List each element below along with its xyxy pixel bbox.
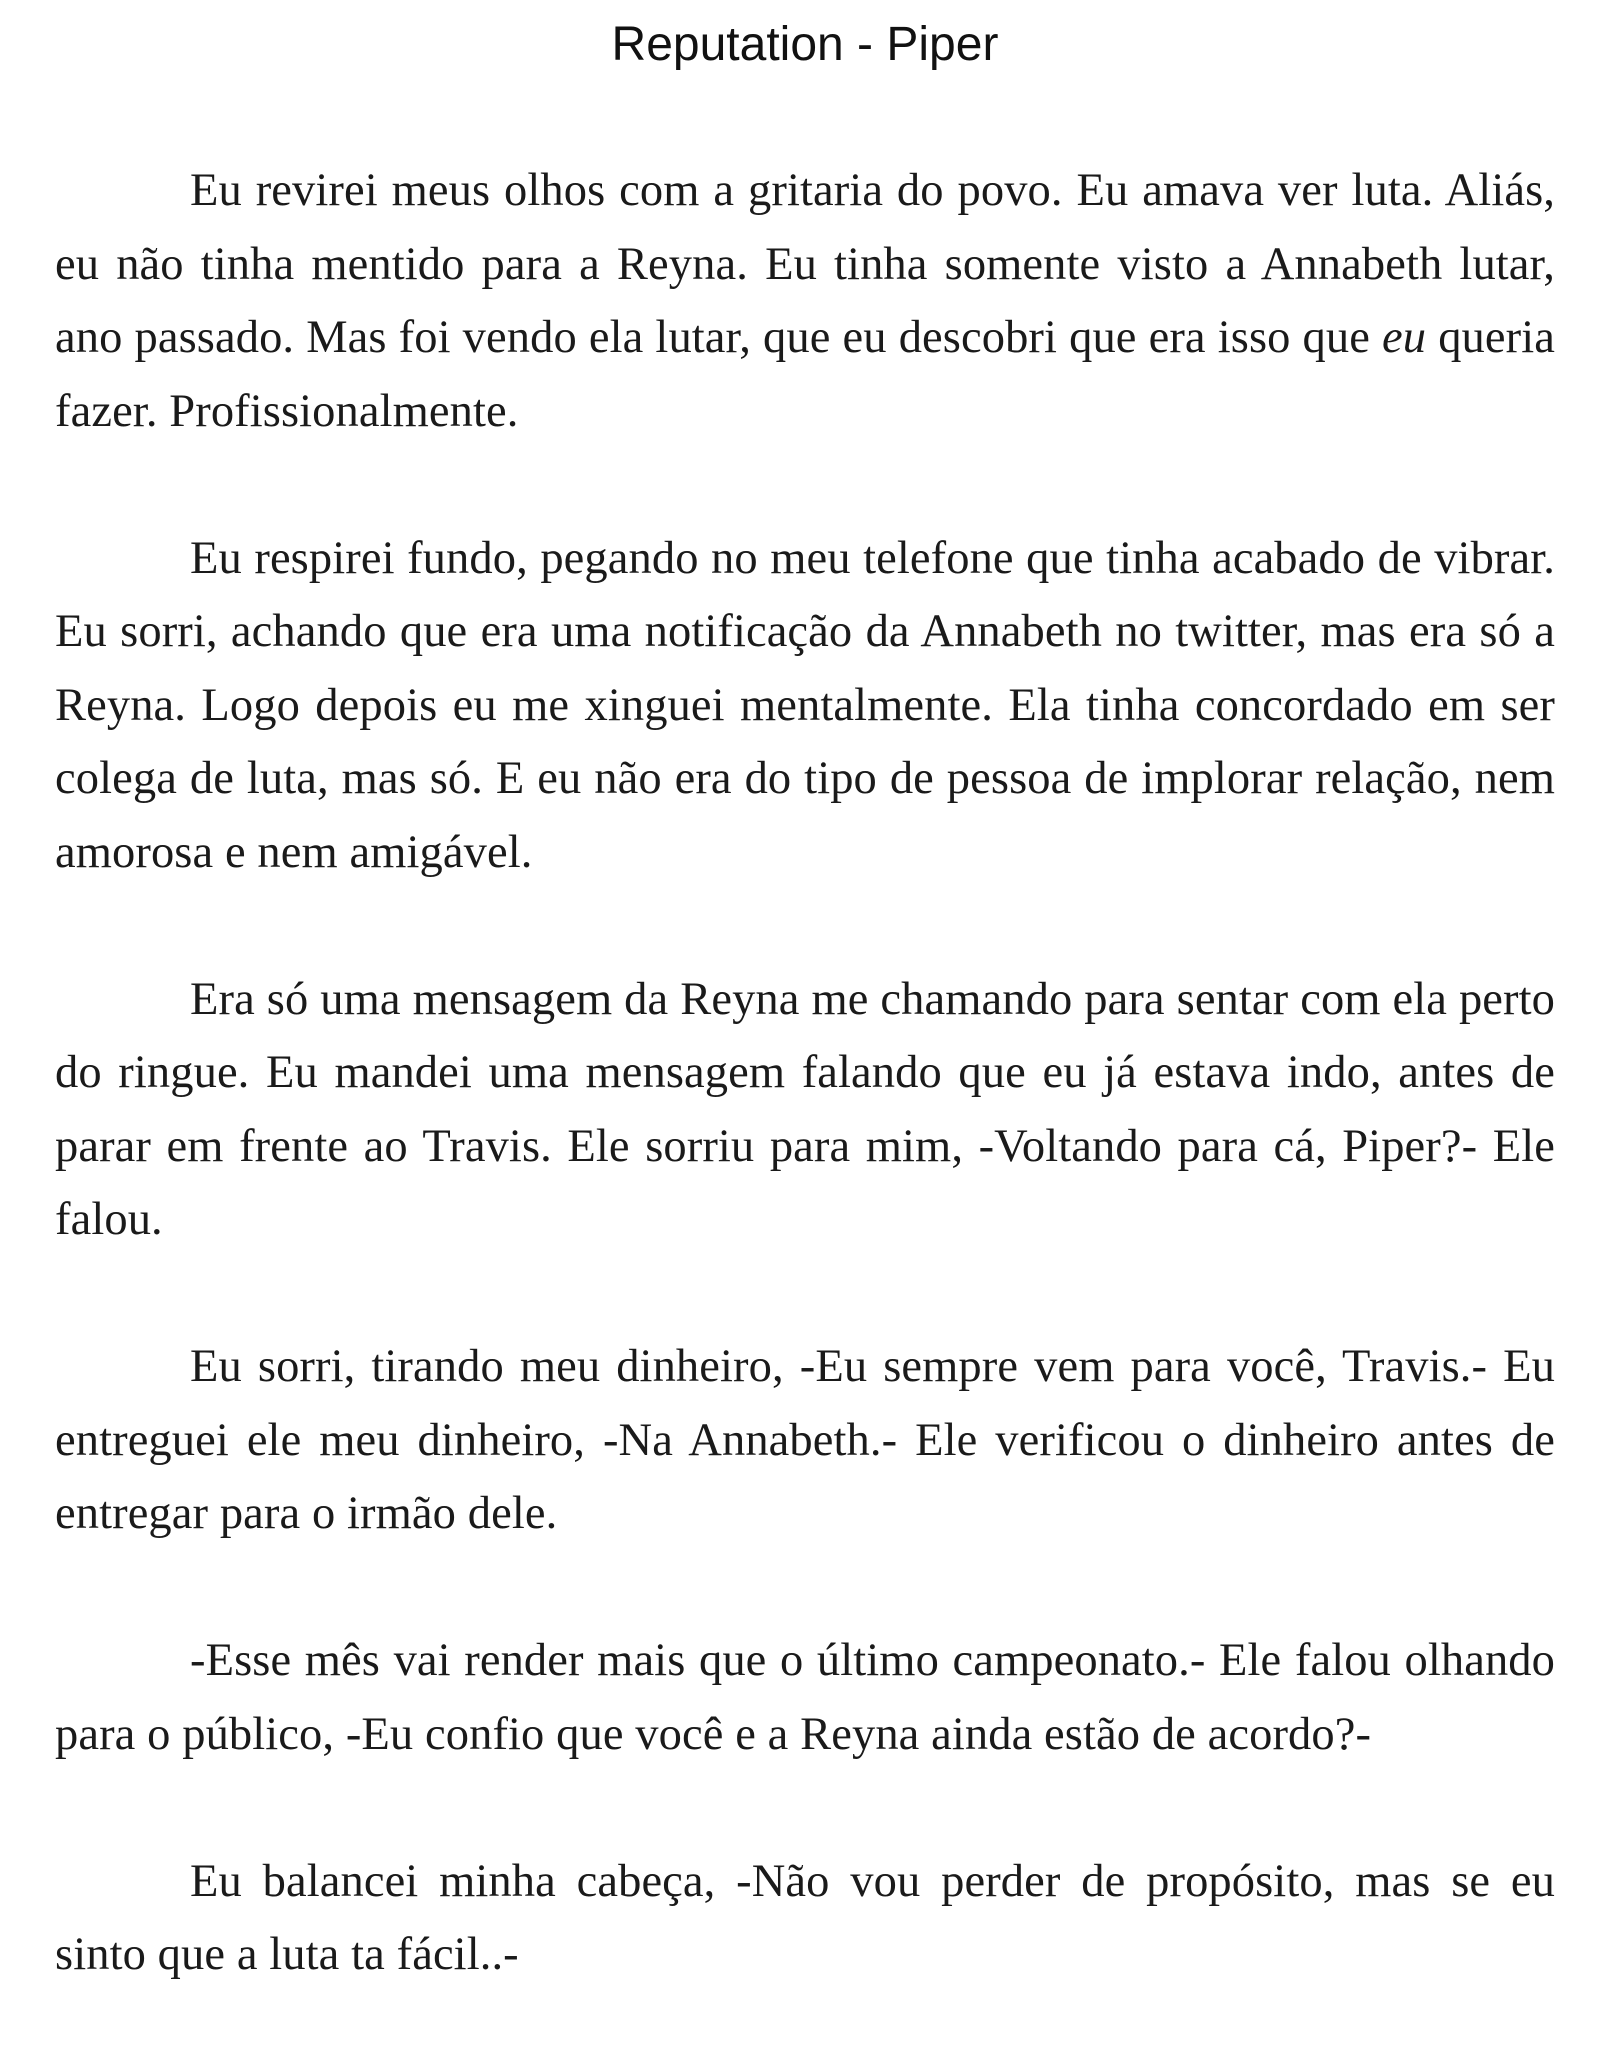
paragraph-1 (55, 154, 1555, 448)
document-title: Reputation - Piper (611, 18, 999, 71)
paragraph-3: Era só uma mensagem da Reyna me chamando para sentar com ela perto do ringue. Eu mandei uma mensagem falando que eu já estava indo, antes de parar em frente ao Travis. Ele sorriu para mim, -Voltando para cá, Piper?- Ele falou. (55, 973, 1555, 1245)
paragraph-1-text-before: Eu revirei meus olhos com a gritaria do povo. Eu amava ver luta. Aliás, eu não tinha mentido para a Reyna. Eu tinha somente visto a Annabeth lutar, ano passado. Mas foi vendo ela lutar, que eu descobri que era isso que (55, 165, 1555, 363)
paragraph-5: -Esse mês vai render mais que o último campeonato.- Ele falou olhando para o público, -Eu confio que você e a Reyna ainda estão de acordo?- (55, 1635, 1555, 1760)
document-body (55, 154, 1555, 1992)
paragraph-6: Eu balancei minha cabeça, -Não vou perder de propósito, mas se eu sinto que a luta ta fácil..- (55, 1855, 1555, 1980)
paragraph-4: Eu sorri, tirando meu dinheiro, -Eu sempre vem para você, Travis.- Eu entreguei ele meu dinheiro, -Na Annabeth.- Ele verificou o dinheiro antes de entregar para o irmão dele. (55, 1341, 1555, 1539)
document-page (55, 0, 1555, 2065)
paragraph-1-text-after: queria fazer. Profissionalmente. (55, 312, 1555, 437)
paragraph-2: Eu respirei fundo, pegando no meu telefone que tinha acabado de vibrar. Eu sorri, achando que era uma notificação da Annabeth no twitter, mas era só a Reyna. Logo depois eu me xinguei mentalmente. Ela tinha concordado em ser colega de luta, mas só. E eu não era do tipo de pessoa de implorar relação, nem amorosa e nem amigável. (55, 532, 1555, 878)
paragraph-1-emphasis: eu (1382, 312, 1427, 363)
